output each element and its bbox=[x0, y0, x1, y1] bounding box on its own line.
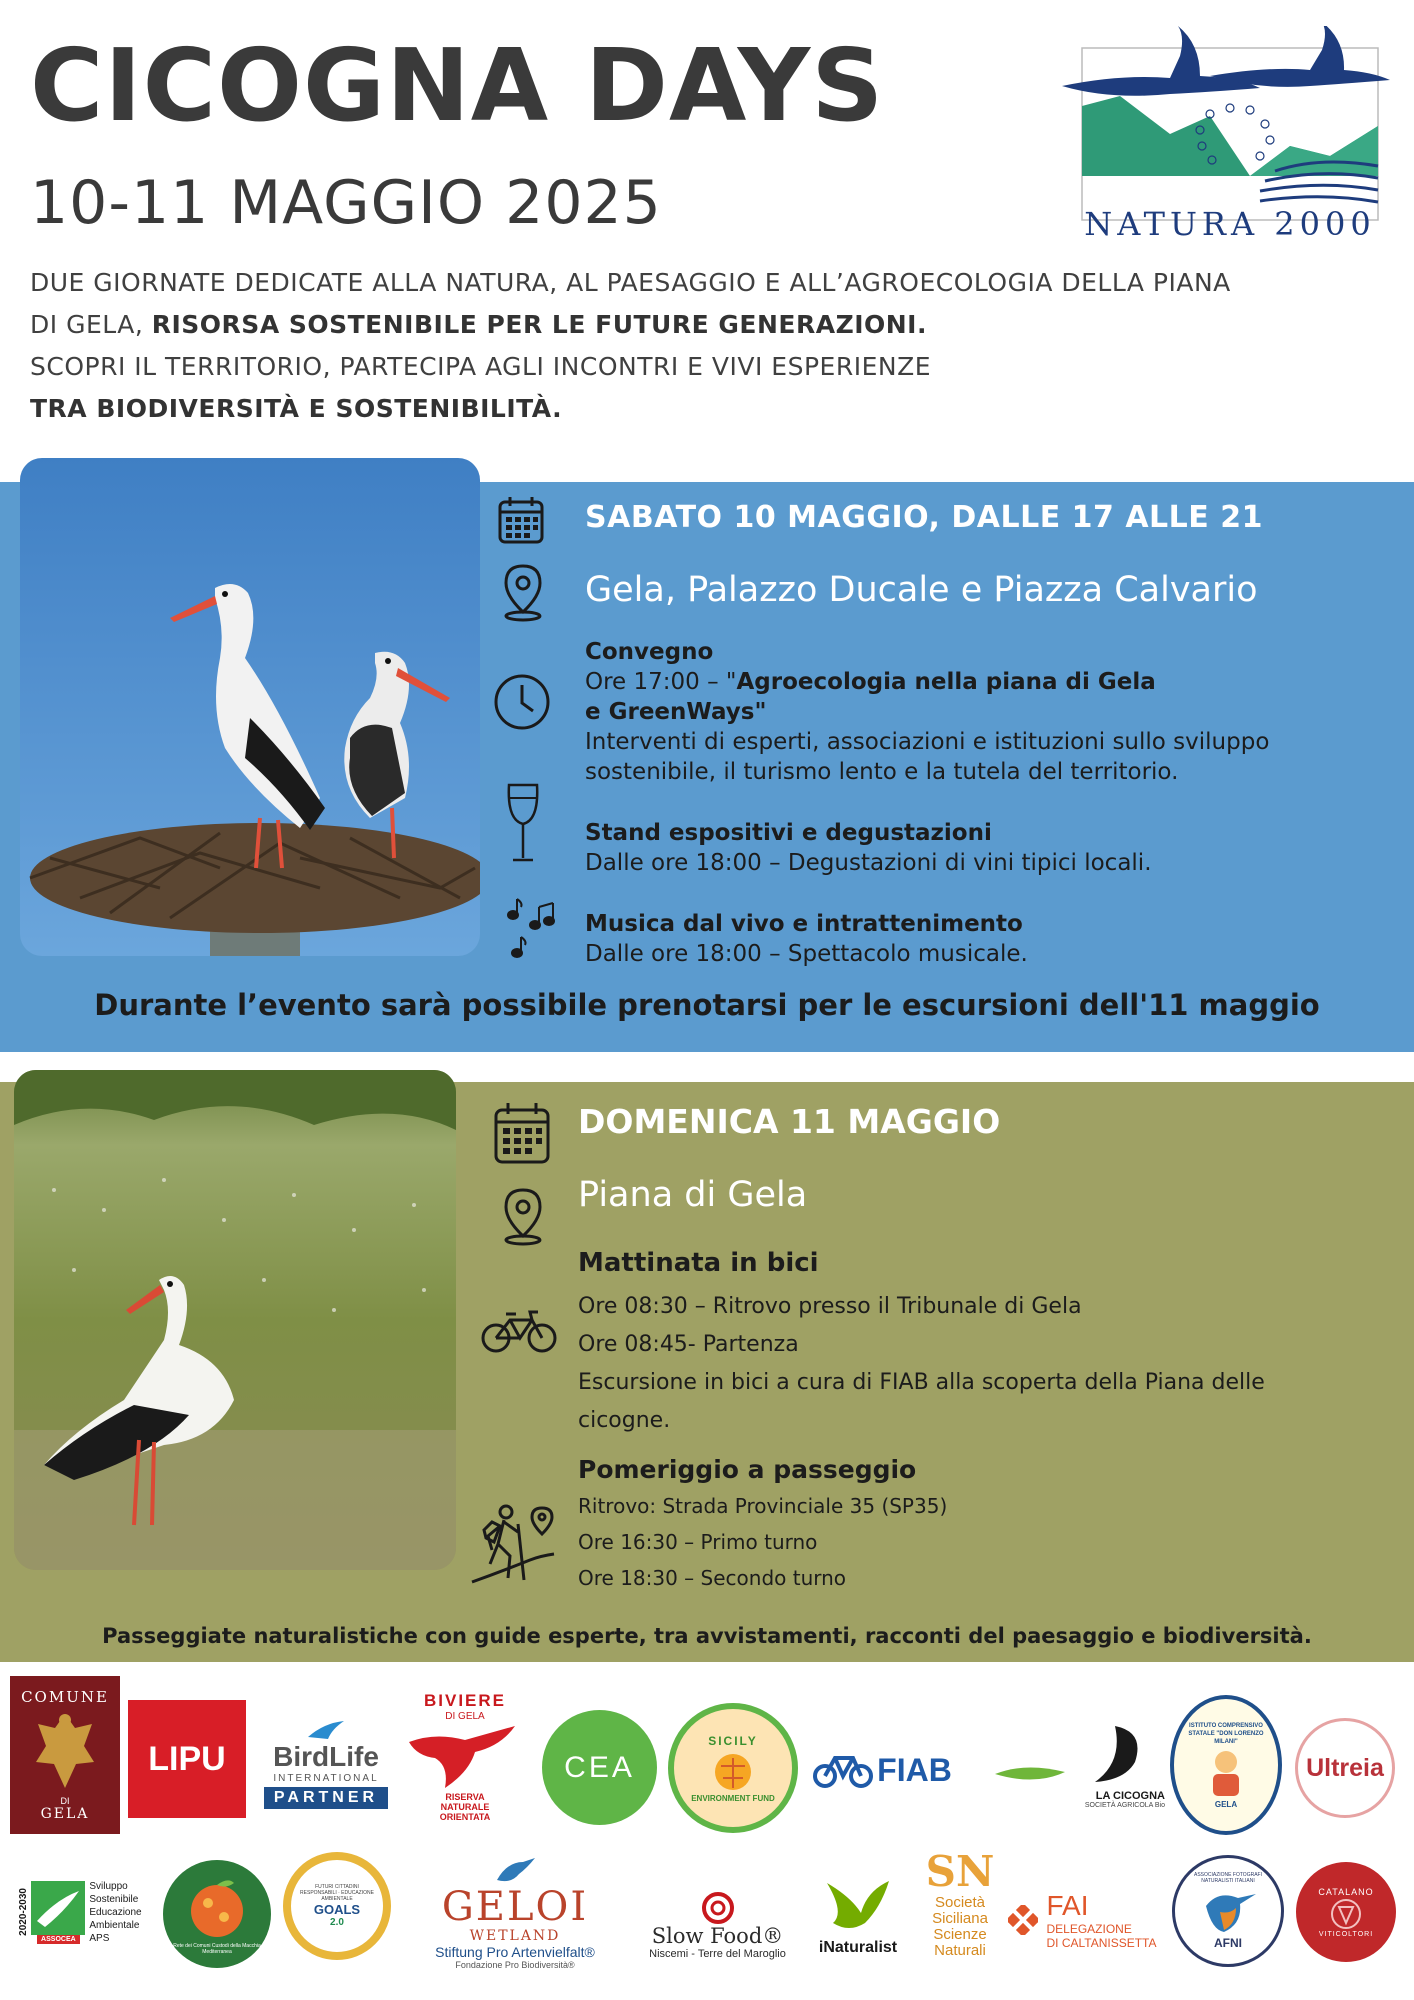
assocea-line: Sostenibile bbox=[89, 1893, 139, 1905]
snail-icon bbox=[698, 1890, 738, 1924]
fai-emblem-icon bbox=[1008, 1905, 1038, 1935]
fai-caltanissetta-logo bbox=[1000, 1880, 1165, 1960]
intro-highlight: TRA BIODIVERSITÀ E SOSTENIBILITÀ. bbox=[30, 394, 563, 423]
afni-label: AFNI bbox=[1214, 1936, 1242, 1950]
fai-sub: DELEGAZIONE bbox=[1046, 1922, 1132, 1936]
slow-food-sub: Niscemi - Terre del Maroglio bbox=[649, 1948, 786, 1960]
inaturalist-label: iNaturalist bbox=[818, 1939, 898, 1956]
geloi-stiftung: Stiftung Pro Artenvielfalt® bbox=[435, 1943, 595, 1960]
milani-label: ISTITUTO COMPRENSIVO STATALE "DON LORENZO MILANI" bbox=[1188, 1722, 1264, 1745]
societa-siciliana-scienze-naturali-logo bbox=[915, 1838, 1005, 1970]
comune-di-label: DI bbox=[60, 1796, 70, 1806]
location-pin-icon bbox=[500, 1186, 546, 1246]
lipu-label: LIPU bbox=[148, 1739, 226, 1778]
comune-label: COMUNE bbox=[21, 1688, 109, 1706]
bike-tour-line: Escursione in bici a cura di FIAB alla scoperta della Piana delle bbox=[578, 1370, 1265, 1395]
stand-title: Stand espositivi e degustazioni bbox=[585, 820, 992, 846]
catalano-sub: VITICOLTORI bbox=[1318, 1930, 1374, 1938]
sunday-location: Piana di Gela bbox=[578, 1175, 808, 1215]
music-description: Dalle ore 18:00 – Spettacolo musicale. bbox=[585, 941, 1028, 967]
convegno-block bbox=[585, 637, 1269, 787]
convegno-description: sostenibile, il turismo lento e la tutela del territorio. bbox=[585, 759, 1179, 785]
futuri-cittadini-logo bbox=[283, 1852, 391, 1960]
assocea-line: Ambientale bbox=[89, 1919, 140, 1931]
event-intro bbox=[30, 262, 1360, 430]
assocea-text bbox=[89, 1880, 141, 1945]
birdlife-logo bbox=[256, 1708, 396, 1820]
walk-block bbox=[578, 1455, 947, 1596]
futuri-version: 2.0 bbox=[330, 1917, 344, 1928]
comune-di-gela-logo bbox=[10, 1676, 120, 1834]
comuni-custodi-label: Rete dei Comuni Custodi della Macchia Mediterranea bbox=[173, 1943, 261, 1955]
bike-tour-block bbox=[578, 1248, 1265, 1440]
geloi-fondazione: Fondazione Pro Biodiversità® bbox=[455, 1959, 575, 1970]
fiab-logo bbox=[805, 1740, 960, 1800]
fai-label: FAI bbox=[1046, 1890, 1089, 1921]
biviere-label: BIVIERE bbox=[423, 1690, 507, 1710]
bird-icon bbox=[493, 1856, 537, 1886]
birdlife-bird-icon bbox=[306, 1719, 346, 1741]
intro-line: SCOPRI IL TERRITORIO, PARTECIPA AGLI INCONTRI E VIVI ESPERIENZE bbox=[30, 352, 932, 381]
la-cicogna-logo bbox=[985, 1710, 1165, 1820]
ssn-line: Siciliana bbox=[932, 1910, 988, 1927]
assocea-mark bbox=[31, 1881, 85, 1944]
cea-label: CEA bbox=[564, 1750, 635, 1784]
fiab-label: FIAB bbox=[877, 1751, 952, 1788]
assocea-line: Sviluppo bbox=[89, 1880, 128, 1892]
kingfisher-icon bbox=[1198, 1884, 1258, 1936]
birdlife-sub: INTERNATIONAL bbox=[273, 1773, 379, 1784]
geloi-label: GELOI bbox=[441, 1883, 589, 1930]
cicogna-label: LA CICOGNA bbox=[1095, 1789, 1165, 1802]
stork-meadow-photo bbox=[14, 1070, 456, 1570]
afni-ring-label: ASSOCIAZIONE FOTOGRAFI NATURALISTI ITALIANI bbox=[1194, 1872, 1262, 1884]
walk-line: Ritrovo: Strada Provinciale 35 (SP35) bbox=[578, 1494, 948, 1518]
fai-text bbox=[1046, 1890, 1156, 1950]
fruit-icon bbox=[182, 1873, 252, 1943]
slow-food-logo bbox=[635, 1870, 800, 1980]
istituto-milani-logo bbox=[1170, 1695, 1282, 1835]
milani-city: GELA bbox=[1214, 1799, 1238, 1809]
wine-seal-icon bbox=[1329, 1897, 1363, 1931]
booking-notice: Durante l’evento sarà possibile prenotarsi per le escursioni dell'11 maggio bbox=[94, 988, 1320, 1022]
ssn-line: Società bbox=[934, 1894, 986, 1911]
assocea-line: Educazione bbox=[89, 1906, 142, 1918]
sicily-environment-fund-logo bbox=[668, 1703, 798, 1833]
assocea-line: APS bbox=[89, 1932, 110, 1944]
bird-icon bbox=[821, 1873, 895, 1939]
comune-city-label: GELA bbox=[40, 1806, 90, 1822]
afni-logo bbox=[1172, 1855, 1284, 1967]
wine-glass-icon bbox=[505, 782, 541, 864]
stork-nest-photo bbox=[20, 458, 480, 956]
biviere-di-gela-logo bbox=[400, 1690, 530, 1822]
stand-block bbox=[585, 818, 1152, 878]
biviere-reserve-label: RISERVA NATURALE ORIENTATA bbox=[439, 1791, 491, 1822]
stork-leaf-icon bbox=[995, 1722, 1165, 1790]
music-block bbox=[585, 909, 1028, 969]
assocea-logo bbox=[10, 1862, 150, 1962]
music-notes-icon bbox=[505, 895, 557, 959]
ultreia-logo bbox=[1295, 1718, 1395, 1818]
birdlife-label: BirdLife bbox=[273, 1741, 379, 1772]
convegno-time: Ore 17:00 – " bbox=[585, 669, 737, 695]
walk-line: Ore 16:30 – Primo turno bbox=[578, 1530, 818, 1554]
futuri-goals: GOALS bbox=[313, 1902, 361, 1917]
flower-icon bbox=[707, 1748, 759, 1794]
natura-2000-label: NATURA 2000 bbox=[1084, 205, 1376, 243]
calendar-icon bbox=[497, 495, 545, 545]
assocea-years: 2020-2030 bbox=[18, 1888, 30, 1936]
bike-tour-line: cicogne. bbox=[578, 1408, 671, 1433]
event-title: CICOGNA DAYS bbox=[30, 27, 885, 144]
convegno-topic: Agroecologia nella piana di Gela bbox=[736, 669, 1156, 695]
walk-line: Ore 18:30 – Secondo turno bbox=[578, 1566, 847, 1590]
eagle-crest-icon bbox=[30, 1706, 100, 1796]
cicogna-sub: SOCIETÀ AGRICOLA Bio bbox=[1084, 1801, 1165, 1809]
ultreia-label: Ultreia bbox=[1306, 1753, 1384, 1782]
intro-line: DUE GIORNATE DEDICATE ALLA NATURA, AL PAESAGGIO E ALL’AGROECOLOGIA DELLA PIANA bbox=[30, 268, 1231, 297]
saturday-location: Gela, Palazzo Ducale e Piazza Calvario bbox=[585, 570, 1258, 610]
saturday-date: SABATO 10 MAGGIO, DALLE 17 ALLE 21 bbox=[585, 500, 1263, 535]
futuri-label: FUTURI CITTADINI RESPONSABILI · EDUCAZIONE AMBIENTALE bbox=[300, 1884, 374, 1902]
location-pin-icon bbox=[500, 562, 546, 622]
intro-text: DI GELA, bbox=[30, 310, 152, 339]
assocea-emblem-icon bbox=[31, 1881, 85, 1935]
ssn-line: Naturali bbox=[934, 1942, 986, 1959]
ssn-line: Scienze bbox=[933, 1926, 987, 1943]
ssn-monogram: SN bbox=[925, 1847, 995, 1896]
bike-tour-line: Ore 08:45- Partenza bbox=[578, 1332, 799, 1357]
intro-line bbox=[30, 304, 1360, 346]
intro-line bbox=[30, 388, 1360, 430]
walks-notice: Passeggiate naturalistiche con guide esperte, tra avvistamenti, racconti del paesaggio e biodiversità. bbox=[102, 1624, 1312, 1648]
comuni-custodi-logo bbox=[163, 1860, 271, 1968]
event-dates: 10-11 MAGGIO 2025 bbox=[30, 168, 662, 238]
intro-highlight: RISORSA SOSTENIBILE PER LE FUTURE GENERAZIONI. bbox=[151, 310, 927, 339]
clock-icon bbox=[493, 673, 551, 731]
lipu-logo bbox=[128, 1700, 246, 1818]
assocea-brand: ASSOCEA bbox=[37, 1935, 80, 1944]
music-title: Musica dal vivo e intrattenimento bbox=[585, 911, 1023, 937]
sicily-fund-label: SICILY bbox=[708, 1733, 758, 1748]
slow-food-label: Slow Food® bbox=[651, 1924, 784, 1948]
convegno-title: Convegno bbox=[585, 639, 714, 665]
inaturalist-logo bbox=[808, 1860, 908, 1970]
bicycle-icon bbox=[813, 1750, 873, 1790]
walk-title: Pomeriggio a passeggio bbox=[578, 1455, 917, 1484]
birdlife-partner-badge: PARTNER bbox=[264, 1787, 388, 1809]
child-figure-icon bbox=[1199, 1746, 1253, 1800]
bike-tour-title: Mattinata in bici bbox=[578, 1248, 819, 1278]
fai-sub: DI CALTANISSETTA bbox=[1046, 1936, 1157, 1950]
convegno-time-line bbox=[585, 667, 1269, 697]
convegno-description: Interventi di esperti, associazioni e istituzioni sullo sviluppo bbox=[585, 729, 1270, 755]
sunday-date: DOMENICA 11 MAGGIO bbox=[578, 1102, 1001, 1141]
geloi-wetland: WETLAND bbox=[469, 1927, 561, 1944]
geloi-wetland-logo bbox=[410, 1845, 620, 1980]
catalano-label: CATALANO bbox=[1318, 1886, 1374, 1897]
cea-logo bbox=[542, 1710, 657, 1825]
stand-description: Dalle ore 18:00 – Degustazioni di vini tipici locali. bbox=[585, 850, 1152, 876]
hiker-icon bbox=[470, 1502, 556, 1586]
catalano-viticoltori-logo bbox=[1296, 1862, 1396, 1962]
ibis-bird-icon bbox=[405, 1722, 525, 1792]
bicycle-icon bbox=[480, 1308, 558, 1354]
biviere-sub: DI GELA bbox=[445, 1710, 485, 1722]
convegno-topic: e GreenWays" bbox=[585, 699, 767, 725]
calendar-icon bbox=[492, 1100, 552, 1166]
bike-tour-line: Ore 08:30 – Ritrovo presso il Tribunale di Gela bbox=[578, 1294, 1082, 1319]
sicily-fund-sub: ENVIRONMENT FUND bbox=[691, 1793, 775, 1803]
